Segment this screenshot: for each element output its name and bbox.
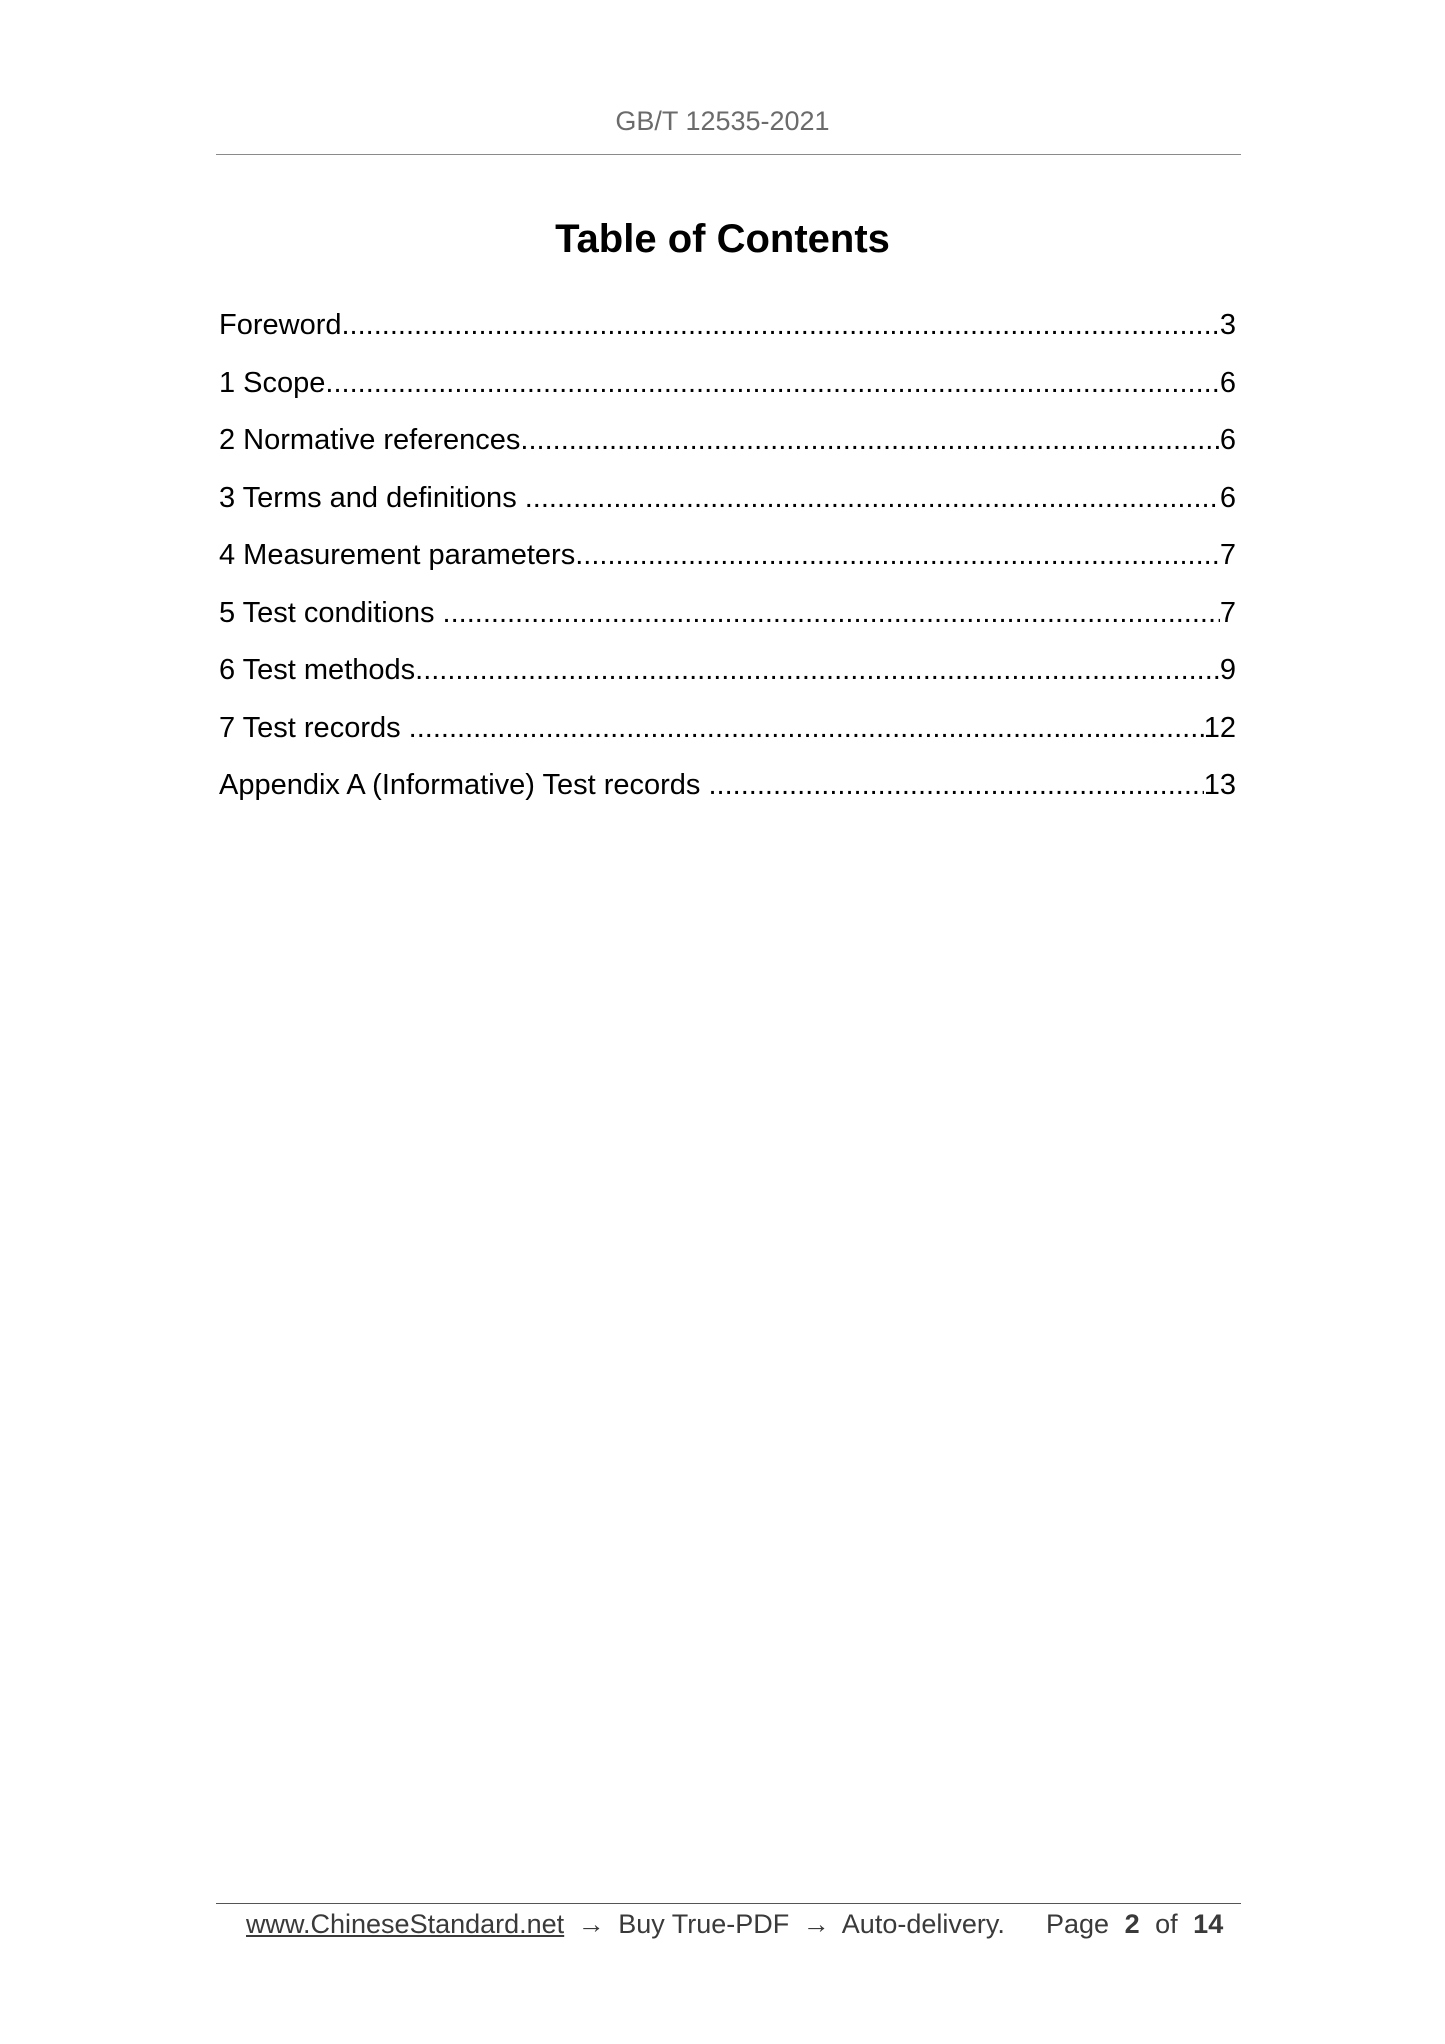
toc-entry-page: 6 <box>1219 424 1236 456</box>
page-indicator <box>1046 1906 1231 1942</box>
toc-entry-foreword[interactable] <box>219 306 1236 364</box>
toc-list <box>219 306 1236 824</box>
document-id-header: GB/T 12535-2021 <box>615 106 830 136</box>
toc-entry-label: 6 Test methods <box>219 654 416 686</box>
toc-dot-leader <box>525 479 1220 517</box>
toc-dot-leader <box>443 594 1220 632</box>
toc-entry-label: 2 Normative references <box>219 424 521 456</box>
buy-true-pdf-text: Buy True-PDF <box>618 1909 790 1939</box>
current-page-number: 2 <box>1124 1909 1140 1939</box>
arrow-right-icon: → <box>802 1909 830 1939</box>
toc-entry-label: 3 Terms and definitions <box>219 481 525 514</box>
toc-dot-leader <box>342 306 1220 344</box>
arrow-right-icon: → <box>577 1909 605 1939</box>
toc-entry-measurement-parameters[interactable] <box>219 536 1236 594</box>
toc-entry-page: 6 <box>1219 481 1236 514</box>
toc-entry-terms-and-definitions[interactable] <box>219 479 1236 537</box>
toc-dot-leader <box>708 766 1203 804</box>
footer-divider <box>216 1903 1241 1904</box>
header-divider <box>216 154 1241 155</box>
total-page-count: 14 <box>1193 1909 1224 1939</box>
toc-dot-leader <box>575 536 1220 574</box>
site-link[interactable]: www.ChineseStandard.net <box>246 1909 565 1939</box>
toc-entry-scope[interactable] <box>219 364 1236 422</box>
toc-entry-label: Appendix A (Informative) Test records <box>219 769 709 801</box>
toc-entry-page: 13 <box>1203 769 1236 801</box>
auto-delivery-text: Auto-delivery. <box>841 1909 1005 1939</box>
toc-entry-page: 7 <box>1219 596 1236 629</box>
toc-entry-page: 6 <box>1219 366 1236 399</box>
toc-dot-leader <box>325 364 1219 402</box>
toc-title: Table of Contents <box>555 217 890 261</box>
toc-entry-page: 3 <box>1219 309 1236 341</box>
page-label: Page <box>1046 1909 1110 1939</box>
toc-dot-leader <box>415 651 1220 689</box>
toc-entry-normative-references[interactable] <box>219 421 1236 479</box>
page-footer <box>246 1906 1246 1942</box>
toc-entry-label: Foreword <box>219 309 342 341</box>
toc-entry-label: 7 Test records <box>219 711 409 744</box>
toc-entry-test-methods[interactable] <box>219 651 1236 709</box>
toc-entry-test-records[interactable] <box>219 709 1236 767</box>
toc-entry-page: 9 <box>1219 654 1236 686</box>
page-of-label: of <box>1155 1909 1178 1939</box>
toc-dot-leader <box>520 421 1219 459</box>
toc-entry-label: 1 Scope <box>219 366 326 399</box>
toc-entry-test-conditions[interactable] <box>219 594 1236 652</box>
toc-entry-page: 7 <box>1219 539 1236 571</box>
toc-entry-label: 5 Test conditions <box>219 596 443 629</box>
toc-dot-leader <box>409 709 1204 747</box>
toc-entry-label: 4 Measurement parameters <box>219 539 576 571</box>
toc-entry-appendix-a[interactable] <box>219 766 1236 824</box>
toc-entry-page: 12 <box>1203 711 1236 744</box>
